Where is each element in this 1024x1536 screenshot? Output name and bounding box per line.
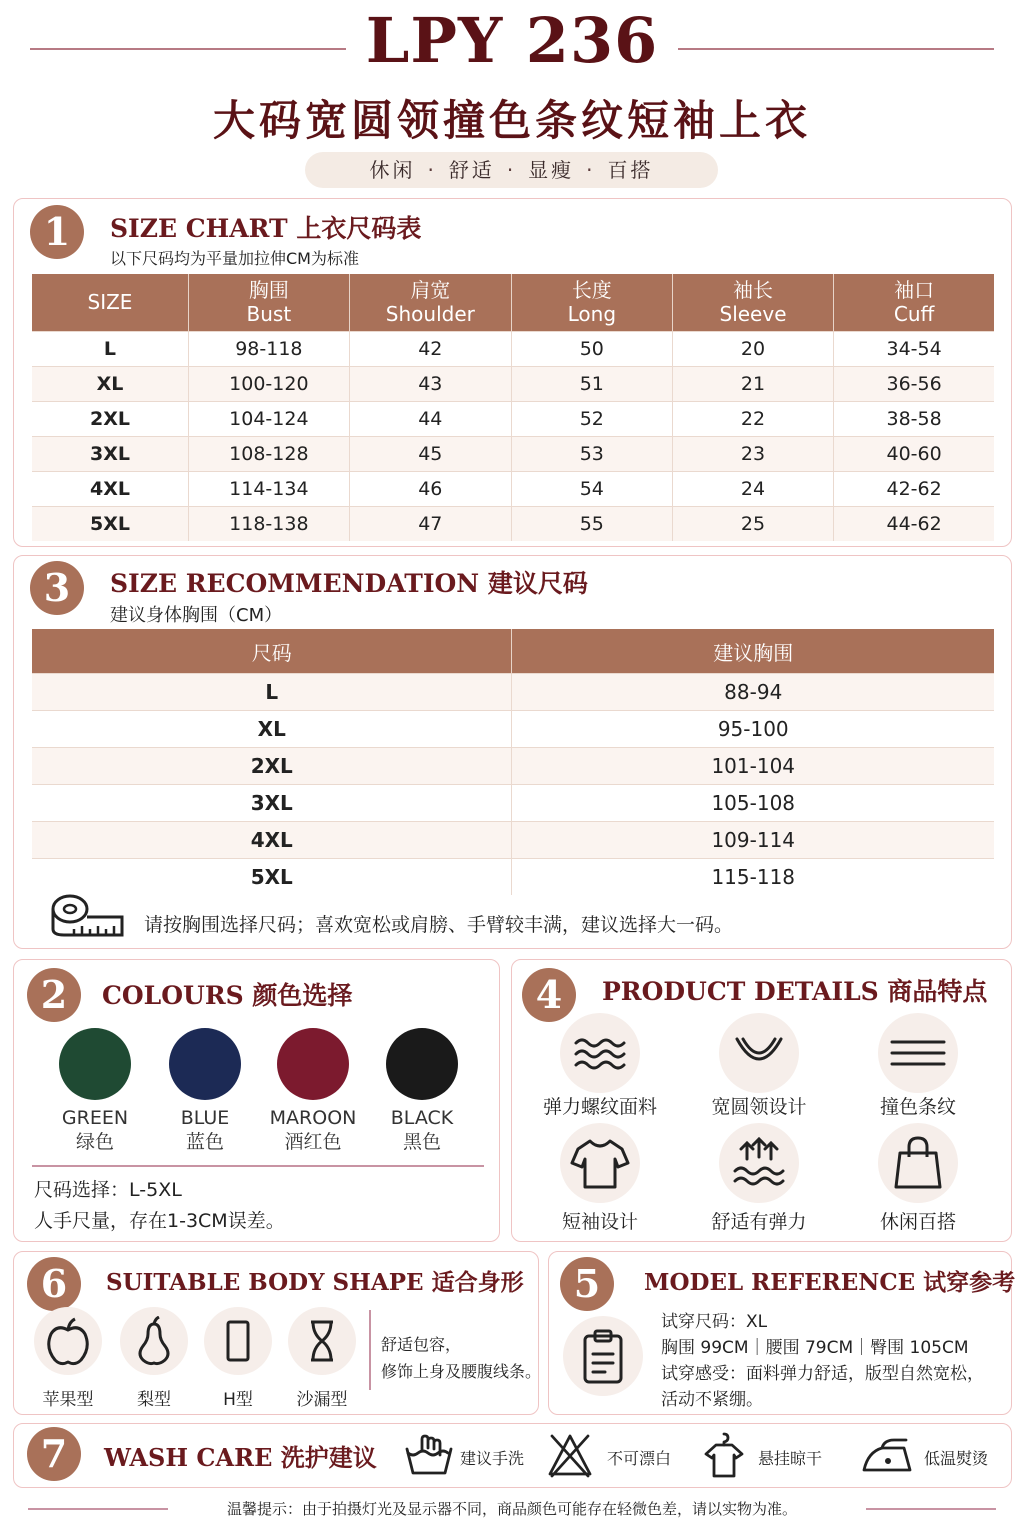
detail-label: 撞色条纹 [879,1096,956,1118]
wash-label: 悬挂晾干 [758,1449,823,1468]
section-number-badge: 5 [560,1257,614,1311]
hourglass-icon [297,1316,347,1366]
color-label-maroon: MAROON 酒红色 [269,1107,357,1153]
color-swatch-maroon[interactable] [277,1028,349,1100]
divider [32,1165,484,1167]
model-feedback-cont: 活动不紧绷。 [661,1390,763,1410]
tag: 舒适 [448,158,495,182]
collar-icon [729,1023,789,1083]
shape-label: 梨型 [137,1390,171,1410]
table-row: 5XL 115-118 [32,859,994,896]
hand-wash-icon [404,1433,454,1479]
brand-title: LPY 236 [365,4,659,77]
wash-label: 建议手洗 [460,1449,525,1468]
column-header: 肩宽 Shoulder [349,274,511,331]
model-feedback: 试穿感受：面料弹力舒适，版型自然宽松， [661,1364,984,1384]
column-header: 袖口 Cuff [834,274,994,331]
column-header: 建议胸围 [512,629,994,674]
detail-icon-bg [560,1123,640,1203]
size-chart-panel [13,198,1012,547]
column-header: 长度 Long [511,274,672,331]
tag: 休闲 [369,158,416,182]
tape-measure-icon [50,891,126,939]
shape-label: H型 [223,1390,253,1410]
detail-label: 休闲百搭 [879,1211,956,1233]
column-header: 尺码 [32,629,512,674]
shape-description-line: 舒适包容， [381,1335,462,1354]
section-note: 建议身体胸围（CM） [110,605,283,626]
section-title: SIZE CHART 上衣尺码表 [110,214,422,243]
section-number-badge: 2 [27,968,81,1022]
table-row: 4XL 114-134 46 54 24 42-62 [32,471,994,506]
table-row: L 98-118 42 50 20 34-54 [32,331,994,366]
tshirt-icon [570,1133,630,1193]
waves-icon [570,1023,630,1083]
body-shape-panel [13,1251,542,1415]
color-label-black: BLACK 黑色 [390,1107,454,1153]
table-row: 3XL 105-108 [32,785,994,822]
wash-care-panel [13,1423,1012,1488]
measure-note: 人手尺量，存在1-3CM误差。 [34,1210,285,1232]
stretch-icon [729,1133,789,1193]
divider [369,1310,371,1390]
table-row: XL 95-100 [32,711,994,748]
recommendation-table [32,629,994,895]
detail-icon-bg [719,1013,799,1093]
tag: 百搭 [607,158,654,182]
stripes-icon [888,1023,948,1083]
shape-description-line: 修饰上身及腰腹线条。 [381,1362,542,1381]
clipboard-icon-bg [563,1316,643,1396]
shape-label: 沙漏型 [296,1390,348,1410]
model-size: 试穿尺码：XL [661,1312,768,1332]
section-title: PRODUCT DETAILS 商品特点 [602,977,988,1006]
shape-icon-bg [288,1307,356,1375]
section-number-badge: 4 [522,968,576,1022]
section-title: SIZE RECOMMENDATION 建议尺码 [110,569,588,598]
section-title: MODEL REFERENCE 试穿参考 [644,1269,1016,1296]
clipboard-icon [573,1326,633,1386]
table-row: 3XL 108-128 45 53 23 40-60 [32,436,994,471]
section-number-badge: 6 [27,1257,81,1311]
iron-low-icon [860,1436,916,1476]
wash-label: 低温熨烫 [924,1449,989,1468]
detail-icon-bg [719,1123,799,1203]
section-number-badge: 1 [30,205,84,259]
table-row: L 88-94 [32,674,994,711]
bag-icon [888,1133,948,1193]
size-range: 尺码选择：L-5XL [34,1179,182,1201]
size-tip: 请按胸围选择尺码；喜欢宽松或肩膀、手臂较丰满，建议选择大一码。 [144,914,734,936]
feature-tags: 休闲 · 舒适 · 显瘦 · 百搭 [305,152,718,188]
color-swatch-blue[interactable] [169,1028,241,1100]
detail-icon-bg [878,1013,958,1093]
table-row: XL 100-120 43 51 21 36-56 [32,366,994,401]
pear-icon [129,1316,179,1366]
color-label-green: GREEN 绿色 [61,1107,129,1153]
product-details-panel [511,959,1012,1242]
shape-icon-bg [120,1307,188,1375]
column-header: 袖长 Sleeve [672,274,833,331]
color-swatch-green[interactable] [59,1028,131,1100]
colours-panel [13,959,500,1242]
tag: 显瘦 [528,158,575,182]
table-row: 2XL 104-124 44 52 22 38-58 [32,401,994,436]
section-title: WASH CARE 洗护建议 [104,1443,377,1472]
color-label-blue: BLUE 蓝色 [180,1107,230,1153]
shape-label: 苹果型 [42,1390,94,1410]
section-number-badge: 7 [27,1427,81,1481]
no-bleach-icon [546,1432,594,1478]
column-header: 胸围 Bust [188,274,349,331]
section-title: COLOURS 颜色选择 [102,981,353,1010]
model-measurements: 胸围 99CM｜腰围 79CM｜臀围 105CM [661,1338,969,1358]
column-header: SIZE [32,274,188,331]
hang-dry-icon [702,1430,746,1480]
detail-label: 短袖设计 [561,1211,638,1233]
wash-label: 不可漂白 [607,1449,672,1468]
size-chart-table [32,274,994,541]
table-row: 5XL 118-138 47 55 25 44-62 [32,506,994,541]
detail-label: 弹力螺纹面料 [542,1096,657,1118]
detail-label: 宽圆领设计 [711,1096,807,1118]
table-row: 4XL 109-114 [32,822,994,859]
footer-note: 温馨提示：由于拍摄灯光及显示器不同，商品颜色可能存在轻微色差，请以实物为准。 [226,1500,797,1518]
section-number-badge: 3 [30,561,84,615]
section-note: 以下尺码均为平量加拉伸CM为标准 [110,249,359,268]
model-reference-panel [548,1251,1016,1415]
section-title: SUITABLE BODY SHAPE 适合身形 [106,1269,524,1296]
rectangle-icon [213,1316,263,1366]
product-subtitle: 大码宽圆领撞色条纹短袖上衣 [212,96,811,145]
detail-icon-bg [560,1013,640,1093]
table-row: 2XL 101-104 [32,748,994,785]
detail-label: 舒适有弹力 [711,1211,807,1233]
detail-icon-bg [878,1123,958,1203]
shape-icon-bg [204,1307,272,1375]
size-recommendation-panel [13,555,1012,949]
apple-icon [43,1316,93,1366]
color-swatch-black[interactable] [386,1028,458,1100]
shape-icon-bg [34,1307,102,1375]
